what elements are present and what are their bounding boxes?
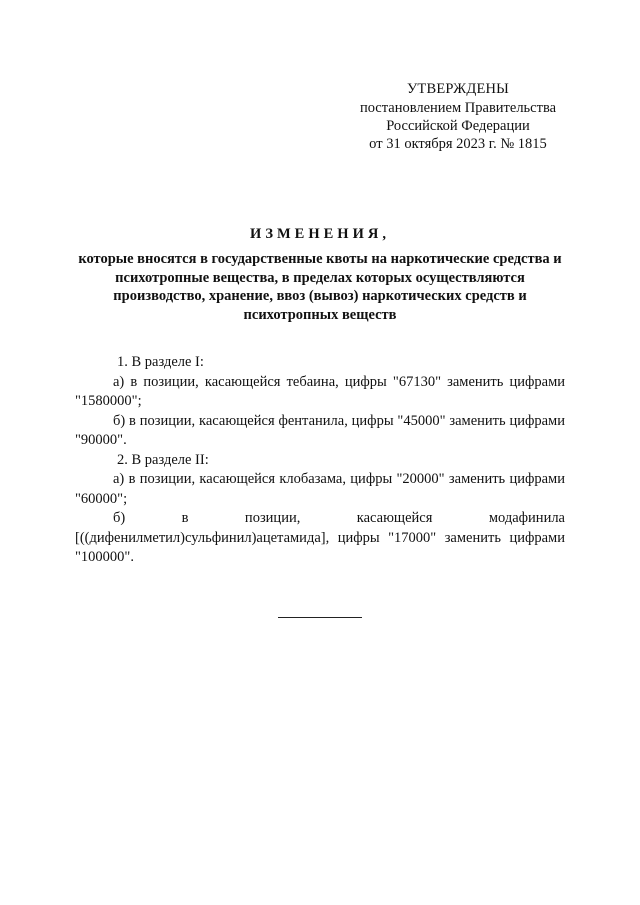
document-title: ИЗМЕНЕНИЯ, — [250, 226, 390, 242]
section-1-heading: 1. В разделе I: — [117, 354, 204, 370]
section-1-item-a: а) в позиции, касающейся тебаина, цифры "67130" заменить цифрами "1580000"; — [75, 373, 565, 409]
section-2-item-b: б) в позиции, касающейся модафинила [((дифенилметил)сульфинил)ацетамида], цифры "17000" заменить цифрами "100000". — [75, 510, 565, 565]
section-1-item-b: б) в позиции, касающейся фентанила, цифры "45000" заменить цифрами "90000". — [75, 412, 565, 448]
approval-heading: УТВЕРЖДЕНЫ — [406, 81, 510, 97]
approval-line-1: постановлением Правительства — [359, 100, 557, 116]
approval-line-3: от 31 октября 2023 г. № 1815 — [369, 136, 547, 152]
section-2-item-a: а) в позиции, касающейся клобазама, цифры "20000" заменить цифрами "60000"; — [75, 471, 565, 507]
approval-line-2: Российской Федерации — [386, 118, 530, 134]
document-body — [75, 353, 565, 568]
closing-divider-line — [278, 617, 362, 618]
document-subtitle: которые вносятся в государственные квоты на наркотические средства и психотропные вещества, в пределах которых осуществляются производство, хранение, ввоз (вывоз) наркотических средств и психотропных веществ — [78, 251, 562, 323]
section-2-heading: 2. В разделе II: — [117, 451, 209, 468]
approval-block — [340, 80, 576, 153]
